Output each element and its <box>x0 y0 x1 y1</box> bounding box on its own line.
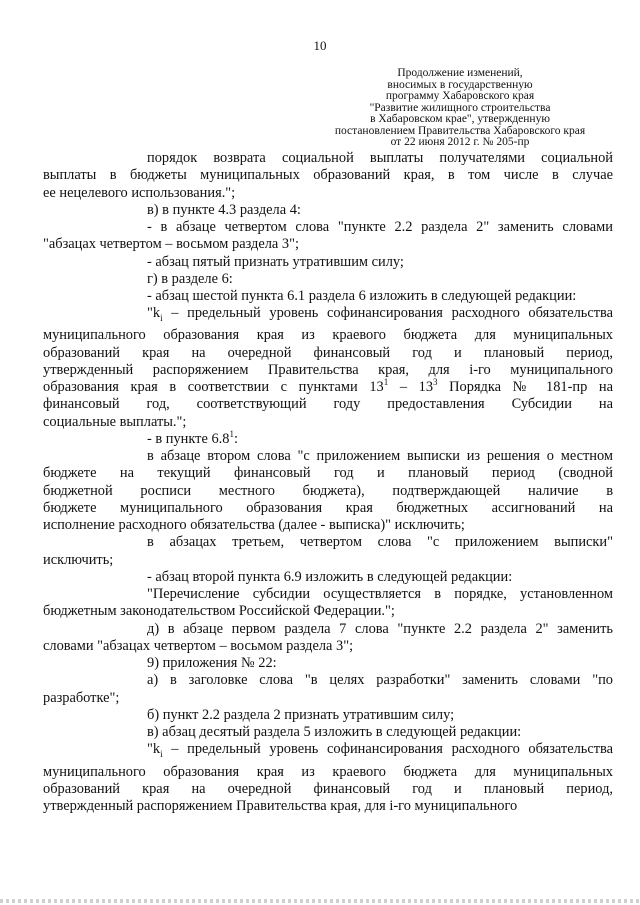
text-line: бюджетной росписи местного бюджета), подтверждающей наличие в <box>43 482 613 499</box>
text-line: муниципального образования края из краевого бюджета для муниципальных <box>43 763 613 780</box>
text-line: "Перечисление субсидии осуществляется в порядке, установленном <box>147 586 613 603</box>
text-line: исключить; <box>43 551 114 568</box>
text-line: в абзаце втором слова "с приложением выписки из решения о местном <box>147 448 613 465</box>
text-line: финансовый год, соответствующий году предоставления Субсидии на <box>43 396 613 413</box>
text-line: образования края в соответствии с пунктами $13^1 - 13^3$ Порядка № 181-пр на <box>43 377 613 396</box>
text-line: бюджете на текущий финансовый год и плановый период (сводной <box>43 465 613 482</box>
header-line: "Развитие жилищного строительства <box>369 101 551 114</box>
header-line: в Хабаровском крае", утвержденную <box>370 113 550 125</box>
text-line: муниципального образования края из краевого бюджета для муниципальных <box>43 327 613 344</box>
text-line: разработке"; <box>43 689 120 706</box>
text-line: образований края на очередной финансовый год и плановый период, <box>43 780 613 797</box>
text-line: - абзац шестой пункта 6.1 раздела 6 изложить в следующей редакции: <box>147 288 577 304</box>
header-line: программу Хабаровского края <box>385 90 535 102</box>
text-line: в абзацах третьем, четвертом слова "с приложением выписки" <box>147 534 613 551</box>
scan-artifact <box>0 899 640 903</box>
header-note <box>310 68 610 149</box>
text-line: г) в разделе 6: <box>147 270 233 287</box>
header-line: вносимых в государственную <box>387 78 533 91</box>
text-line: в) абзац десятый раздела 5 изложить в следующей редакции: <box>147 724 522 741</box>
text-line: "абзацах четвертом – восьмом раздела 3"; <box>43 236 299 253</box>
text-line: образований края на очередной финансовый год и плановый период, <box>43 344 613 361</box>
text-line: социальные выплаты."; <box>43 413 187 430</box>
text-line: утвержденный распоряжением Правительства края, для i-го муниципального <box>43 798 518 814</box>
text-line: "$k_i$ – предельный уровень софинансирования расходного обязательства <box>147 741 613 760</box>
text-line: - абзац второй пункта 6.9 изложить в следующей редакции: <box>147 568 513 585</box>
text-line: словами "абзацах четвертом – восьмом раздела 3"; <box>43 637 354 654</box>
text-line: порядок возврата социальной выплаты получателями социальной <box>147 150 613 166</box>
text-line: 9) приложения № 22: <box>147 655 277 672</box>
header-line: постановлением Правительства Хабаровского края <box>334 124 586 137</box>
text-line: - в пункте $6.8^1$: <box>147 429 238 447</box>
text-line: "$k_i$ – предельный уровень софинансирования расходного обязательства <box>147 305 613 324</box>
text-line: выплаты в бюджеты муниципальных образований края, в том числе в случае <box>43 167 613 184</box>
header-line: Продолжение изменений, <box>397 67 523 79</box>
page-number: 10 <box>313 38 327 53</box>
text-line: б) пункт 2.2 раздела 2 признать утратившим силу; <box>147 706 455 723</box>
document-body <box>43 150 613 815</box>
text-line: бюджете муниципального образования края бюджетных ассигнований на <box>43 499 613 516</box>
text-line: - абзац пятый признать утратившим силу; <box>147 253 404 270</box>
text-line: а) в заголовке слова "в целях разработки" заменить словами "по <box>147 672 613 689</box>
text-line: утвержденный распоряжением Правительства края, для i-го муниципального <box>43 361 613 378</box>
text-line: ее нецелевого использования."; <box>43 184 236 201</box>
text-line: в) в пункте 4.3 раздела 4: <box>147 201 301 218</box>
text-line: - в абзаце четвертом слова "пункте 2.2 раздела 2" заменить словами <box>147 219 613 235</box>
header-line: от 22 июня 2012 г. № 205-пр <box>390 136 530 148</box>
text-line: исполнение расходного обязательства (далее - выписка)" исключить; <box>43 517 465 534</box>
text-line: бюджетным законодательством Российской Федерации."; <box>43 603 395 620</box>
text-line: д) в абзаце первом раздела 7 слова "пункте 2.2 раздела 2" заменить <box>147 620 613 637</box>
